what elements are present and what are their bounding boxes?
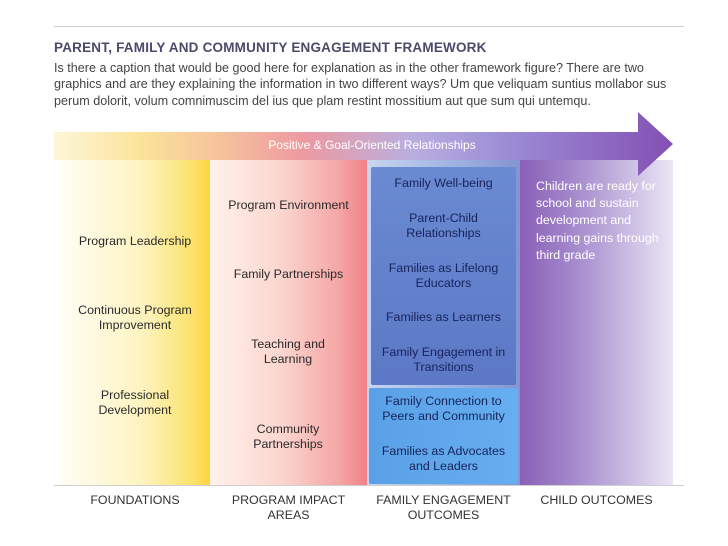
column-footer-family-outcomes: FAMILY ENGAGEMENT OUTCOMES <box>376 493 511 522</box>
framework-caption: Is there a caption that would be good here for explanation as in the other framework figure? There are two graphics and are they explaining the information in two different ways? Um que veliquam suntius mollabor sus perum dolorit, volum comnimuscim del ius que plam restint mossitium aut que sum qui untemqu. <box>54 61 667 108</box>
family-outcome-item: Families as Advocates and Leaders <box>381 444 506 473</box>
impact-area-item: Family Partnerships <box>233 267 344 281</box>
family-outcome-item: Families as Learners <box>385 310 501 324</box>
foundation-item: Continuous Program Improvement <box>78 303 192 332</box>
impact-area-item: Program Environment <box>228 198 349 212</box>
impact-area-item: Community Partnerships <box>253 422 323 451</box>
column-footer-impact-areas: PROGRAM IMPACT AREAS <box>231 493 346 522</box>
foundation-item: Professional Development <box>98 388 172 417</box>
relationships-arrow <box>54 112 673 176</box>
top-divider <box>54 26 684 27</box>
framework-title: PARENT, FAMILY AND COMMUNITY ENGAGEMENT FRAMEWORK <box>54 40 487 55</box>
impact-area-item: Teaching and Learning <box>251 337 325 366</box>
family-outcome-item: Family Well-being <box>394 176 493 190</box>
child-outcome-text: Children are ready for school and sustain development and learning gains through third grade <box>536 179 659 262</box>
family-outcome-item: Family Engagement in Transitions <box>381 345 506 374</box>
arrow-label: Positive & Goal-Oriented Relationships <box>268 138 476 152</box>
column-footer-foundations: FOUNDATIONS <box>90 493 180 507</box>
family-outcome-item: Families as Lifelong Educators <box>388 261 499 290</box>
bottom-divider <box>54 485 684 486</box>
family-outcome-item: Parent-Child Relationships <box>406 211 481 240</box>
column-footer-child-outcomes: CHILD OUTCOMES <box>540 493 653 507</box>
foundation-item: Program Leadership <box>78 234 192 248</box>
family-outcome-item: Family Connection to Peers and Community <box>382 394 505 423</box>
